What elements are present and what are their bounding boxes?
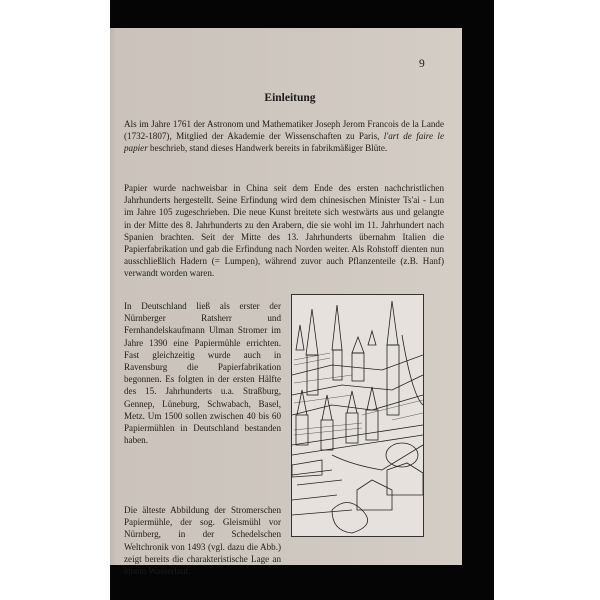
chapter-title: Einleitung	[264, 92, 316, 104]
italic-book-title: l'art de faire le papier	[124, 131, 444, 154]
paragraph-intro	[124, 118, 444, 155]
page-number: 9	[419, 58, 425, 70]
paragraph-illustration-caption: Die älteste Abbildung der Stromerschen Papiermühle, der sog. Gleismühl vor Nürnberg, in der Schedelschen Weltchronik von 1493 (vgl. dazu die Abb.) zeigt bereits die charakteristische Lage an einem Wasserlauf.	[124, 505, 281, 577]
paragraph-china-origin: Papier wurde nachweisbar in China seit dem Ende des ersten nachchristlichen Jahrhunderts hergestellt. Seine Erfindung wird dem chinesischen Minister Ts'ai - Lun im Jahre 105 zugeschrieben. Die neue Kunst breitete sich westwärts aus und gelangte in der Mitte des 8. Jahrhunderts zu den Arabern, die sie wohl im 11. Jahrhundert nach Spanien brachten. Seit der Mitte des 13. Jahrhunderts übernahm Italien die Papierfabrikation und gab die Erfindung nach Norden weiter. Als Rohstoff dienten nun ausschließlich Hadern (= Lumpen), während zuvor auch Pflanzenteile (z.B. Hanf) verwandt worden waren.	[124, 183, 444, 279]
paragraph-text: beschrieb, stand dieses Handwerk bereits in fabrikmäßiger Blüte.	[147, 143, 388, 154]
book-page	[110, 28, 462, 577]
woodcut-illustration	[291, 294, 424, 537]
paragraph-germany: In Deutschland ließ als erster der Nürnberger Ratsherr und Fernhandelskaufmann Ulman Stromer im Jahre 1390 eine Papiermühle errichten. Fast gleichzeitig wurde auch in Ravensburg die Papierfabrikation begonnen. Es folgten in der ersten Hälfte des 15. Jahrhunderts u.a. Straßburg, Gennep, Lüneburg, Schwabach, Basel, Metz. Um 1500 sollen zwischen 40 bis 60 Papiermühlen in Deutschland bestanden haben.	[124, 301, 281, 446]
paragraph-text: Als im Jahre 1761 der Astronom und Mathematiker Joseph Jerom Francois de la Lande (1732-1807), Mitglied der Akademie der Wissenschaften zu Paris,	[124, 119, 444, 142]
city-woodcut-image	[292, 295, 423, 536]
